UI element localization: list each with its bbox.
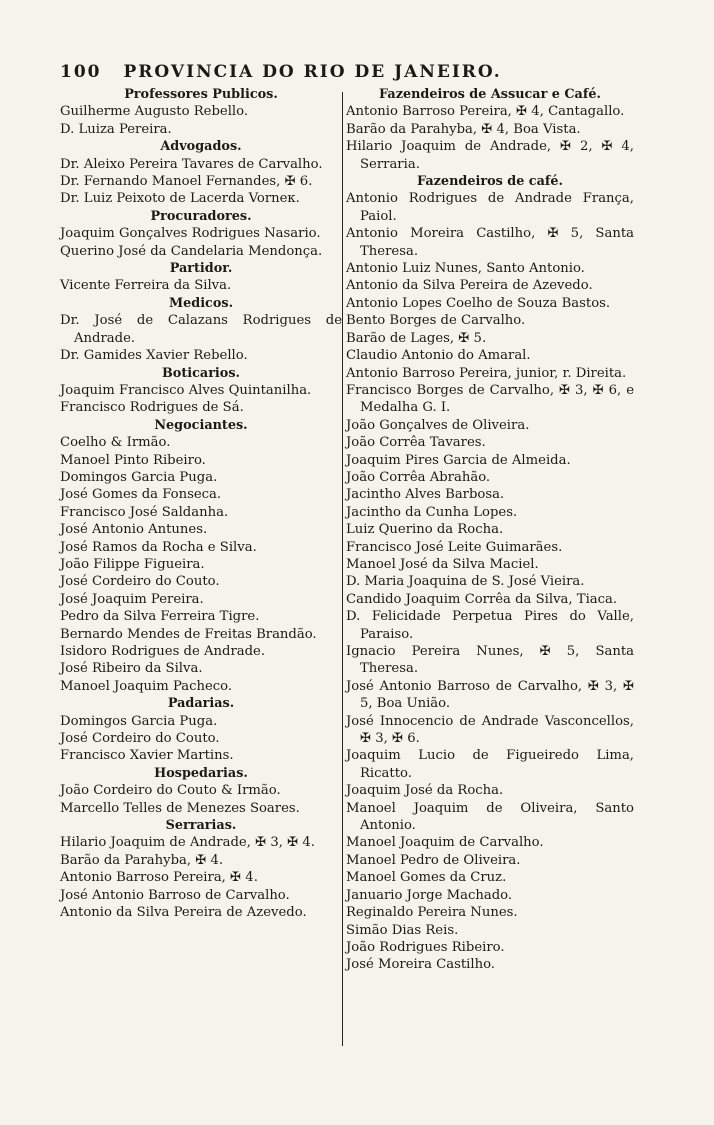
directory-entry: Vicente Ferreira da Silva.: [60, 278, 232, 294]
page-title: PROVINCIA DO RIO DE JANEIRO.: [123, 62, 502, 82]
directory-entry: Jacintho Alves Barbosa.: [346, 487, 505, 503]
directory-entry: Querino José da Candelaria Mendonça.: [60, 243, 323, 259]
page-number: 100: [60, 62, 102, 82]
directory-entry: Simão Dias Reis.: [346, 922, 459, 938]
section-heading: Professores Publicos.: [124, 87, 278, 102]
directory-entry: José Gomes da Fonseca.: [60, 487, 222, 503]
section-heading: Medicos.: [168, 295, 234, 311]
section-heading: Fazendeiros de Assucar e Café.: [379, 87, 601, 102]
directory-entry: Joaquim Pires Garcia de Almeida.: [346, 452, 571, 468]
section-heading: Negociantes.: [154, 417, 248, 433]
directory-entry: Januario Jorge Machado.: [346, 887, 513, 903]
directory-entry: José Antonio Antunes.: [60, 522, 208, 538]
directory-entry: José Joaquim Pereira.: [60, 591, 204, 607]
directory-entry: Dr. José de Calazans Rodrigues de Andrade.: [60, 313, 342, 346]
page-header: [60, 62, 660, 84]
directory-entry: Antonio Rodrigues de Andrade França, Paiol.: [346, 191, 634, 224]
directory-entry: Hilario Joaquim de Andrade, ✠ 2, ✠ 4, Serraria.: [346, 139, 634, 172]
directory-entry: Ignacio Pereira Nunes, ✠ 5, Santa Theresa.: [346, 644, 634, 677]
directory-entry: Domingos Garcia Puga.: [60, 469, 218, 485]
directory-entry: Manoel Gomes da Cruz.: [346, 870, 507, 886]
section-heading: Fazendeiros de café.: [416, 174, 563, 190]
directory-entry: Pedro da Silva Ferreira Tigre.: [60, 609, 260, 625]
directory-entry: José Antonio Barroso de Carvalho.: [60, 887, 290, 903]
directory-entry: Antonio Barroso Pereira, ✠ 4, Cantagallo.: [346, 104, 625, 120]
directory-entry: Manoel Joaquim de Oliveira, Santo Antonio.: [346, 800, 634, 834]
directory-entry: José Moreira Castilho.: [346, 957, 495, 973]
directory-entry: João Cordeiro do Couto & Irmão.: [60, 783, 281, 799]
directory-entry: Joaquim José da Rocha.: [346, 783, 504, 799]
directory-entry: Joaquim Gonçalves Rodrigues Nasario.: [60, 226, 321, 242]
directory-entry: Dr. Gamides Xavier Rebello.: [60, 348, 248, 364]
directory-entry: Francisco Borges de Carvalho, ✠ 3, ✠ 6, e Medalha G. I.: [346, 382, 634, 416]
directory-entry: D. Maria Joaquina de S. José Vieira.: [346, 574, 585, 590]
right-column: [346, 86, 634, 974]
directory-entry: Manoel José da Silva Maciel.: [346, 556, 539, 572]
section-heading: Procuradores.: [150, 208, 252, 224]
directory-entry: Jacintho da Cunha Lopes.: [346, 504, 518, 520]
section-heading: Partidor.: [169, 261, 233, 277]
directory-entry: Marcello Telles de Menezes Soares.: [60, 800, 300, 816]
directory-entry: Antonio da Silva Pereira de Azevedo.: [60, 905, 307, 921]
directory-entry: José Cordeiro do Couto.: [60, 731, 220, 747]
directory-entry: Barão da Parahyba, ✠ 4.: [60, 852, 224, 868]
directory-entry: Barão da Parahyba, ✠ 4, Boa Vista.: [346, 121, 581, 137]
directory-entry: Manoel Pedro de Oliveira.: [346, 852, 521, 868]
directory-entry: Dr. Luiz Peixoto de Lacerda Vorneк.: [60, 191, 300, 207]
directory-entry: Francisco Xavier Martins.: [60, 748, 234, 764]
directory-entry: Domingos Garcia Puga.: [60, 713, 218, 729]
directory-entry: Isidoro Rodrigues de Andrade.: [60, 644, 266, 659]
directory-entry: Antonio Moreira Castilho, ✠ 5, Santa Theresa.: [346, 226, 634, 259]
section-heading: Padarias.: [167, 696, 235, 712]
directory-entry: João Gonçalves de Oliveira.: [346, 417, 530, 433]
directory-entry: Francisco Rodrigues de Sá.: [60, 400, 244, 416]
directory-entry: Francisco José Saldanha.: [60, 504, 229, 520]
directory-entry: José Innocencio de Andrade Vasconcellos, ✠ 3, ✠ 6.: [346, 713, 634, 747]
left-column: [60, 86, 342, 922]
directory-entry: Dr. Aleixo Pereira Tavares de Carvalho.: [60, 156, 323, 172]
section-heading: Advogados.: [160, 139, 242, 155]
section-heading: Boticarios.: [161, 365, 240, 381]
directory-entry: João Corrêa Tavares.: [346, 435, 486, 451]
directory-entry: D. Luiza Pereira.: [60, 121, 172, 137]
section-heading: Hospedarias.: [154, 765, 248, 781]
directory-entry: Antonio Barroso Pereira, ✠ 4.: [60, 870, 258, 886]
directory-entry: Hilario Joaquim de Andrade, ✠ 3, ✠ 4.: [60, 835, 315, 851]
directory-entry: José Cordeiro do Couto.: [60, 574, 220, 590]
directory-entry: Bernardo Mendes de Freitas Brandão.: [60, 626, 317, 642]
directory-entry: José Ramos da Rocha e Silva.: [60, 539, 257, 555]
directory-entry: Barão de Lages, ✠ 5.: [346, 330, 487, 346]
directory-entry: João Filippe Figueira.: [60, 556, 205, 572]
column-divider: [342, 92, 343, 1046]
directory-entry: Antonio da Silva Pereira de Azevedo.: [346, 278, 593, 294]
directory-entry: Manoel Pinto Ribeiro.: [60, 452, 206, 468]
directory-entry: José Ribeiro da Silva.: [60, 661, 203, 677]
directory-entry: Francisco José Leite Guimarães.: [346, 539, 563, 555]
directory-entry: Antonio Barroso Pereira, junior, r. Direita.: [346, 365, 627, 381]
directory-entry: João Corrêa Abrahão.: [346, 469, 491, 485]
directory-entry: José Antonio Barroso de Carvalho, ✠ 3, ✠ 5, Boa União.: [346, 678, 634, 712]
directory-entry: Antonio Luiz Nunes, Santo Antonio.: [346, 261, 585, 277]
directory-entry: João Rodrigues Ribeiro.: [346, 939, 505, 955]
directory-entry: Candido Joaquim Corrêa da Silva, Tiaca.: [346, 591, 618, 607]
directory-entry: Antonio Lopes Coelho de Souza Bastos.: [346, 295, 611, 311]
directory-entry: Bento Borges de Carvalho.: [346, 313, 526, 329]
directory-entry: Reginaldo Pereira Nunes.: [346, 905, 518, 921]
directory-entry: Joaquim Lucio de Figueiredo Lima, Ricatto.: [346, 748, 634, 781]
directory-entry: Guilherme Augusto Rebello.: [60, 104, 249, 120]
directory-entry: Manoel Joaquim de Carvalho.: [346, 835, 544, 851]
directory-entry: Joaquim Francisco Alves Quintanilha.: [60, 382, 312, 398]
directory-entry: Claudio Antonio do Amaral.: [346, 348, 531, 364]
section-heading: Serrarias.: [165, 818, 237, 834]
directory-entry: D. Felicidade Perpetua Pires do Valle, Paraiso.: [346, 609, 634, 642]
directory-entry: Dr. Fernando Manoel Fernandes, ✠ 6.: [60, 174, 313, 190]
directory-entry: Luiz Querino da Rocha.: [346, 522, 504, 538]
directory-entry: Coelho & Irmão.: [60, 435, 171, 451]
directory-entry: Manoel Joaquim Pacheco.: [60, 678, 233, 694]
